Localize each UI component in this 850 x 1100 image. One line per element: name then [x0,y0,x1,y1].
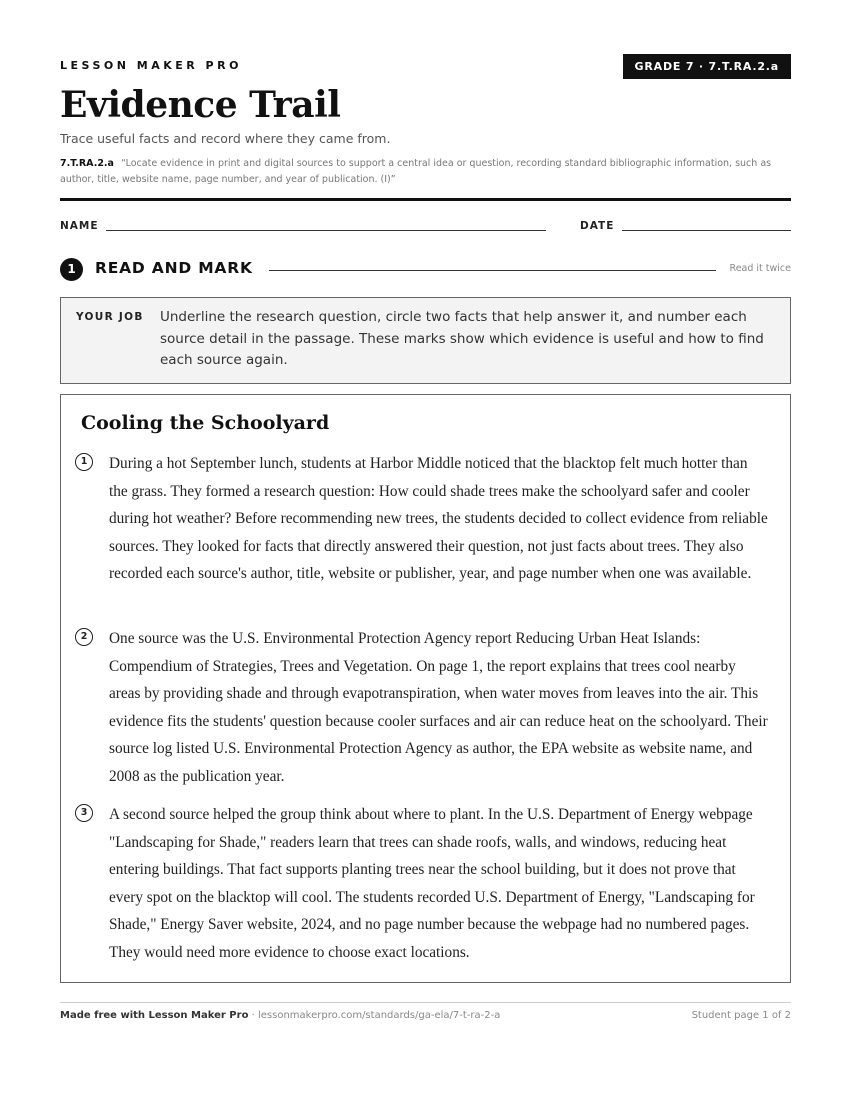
job-label: YOUR JOB [76,311,144,323]
brand-name: LESSON MAKER PRO [60,59,242,72]
job-instructions: Underline the research question, circle two facts that help answer it, and number each source detail in the passage. These marks show which evidence is useful and how to find each source again. [160,309,764,368]
footer-credit [60,1010,500,1021]
standard-code: 7.T.RA.2.a [60,158,114,169]
paragraph-number-badge: 1 [75,453,93,471]
footer-made-by: Made free with Lesson Maker Pro [60,1010,249,1021]
paragraph-number-badge: 2 [75,628,93,646]
worksheet-page [60,0,791,1100]
reading-passage [60,394,791,983]
date-field[interactable] [622,230,791,231]
standard-statement [60,156,791,188]
standard-text: “Locate evidence in print and digital sources to support a central idea or question, recording standard bibliographic information, such as author, title, website name, page number, and year of publication. (I)” [60,158,772,185]
page-subtitle: Trace useful facts and record where they came from. [60,131,391,146]
paragraph-text: A second source helped the group think about where to plant. In the U.S. Department of Energy webpage "Landscaping for Shade," readers learn that trees can shade roofs, walls, and windows, reducing heat entering buildings. That fact supports planting trees near the school building, but it does not prove that every spot on the blacktop will cool. The students recorded U.S. Department of Energy, "Landscaping for Shade," Energy Saver website, 2024, and no page number because the webpage had no numbered pages. They would need more evidence to choose exact locations. [109,806,755,961]
section-header [60,258,791,282]
footer-page-number: Student page 1 of 2 [691,1010,791,1021]
section-rule [269,270,716,271]
paragraph-text: During a hot September lunch, students at Harbor Middle noticed that the blacktop felt much hotter than the grass. They formed a research question: How could shade trees make the schoolyard safer and cooler during hot weather? Before recommending new trees, the students decided to collect evidence from reliable sources. They looked for facts that directly answered their question, not just facts about trees. They also recorded each source's author, title, website or publisher, year, and page number when one was available. [109,455,768,583]
footer-divider [60,1002,791,1003]
job-box [60,297,791,384]
paragraph-number-badge: 3 [75,804,93,822]
name-label: NAME [60,220,99,232]
paragraph-text: One source was the U.S. Environmental Protection Agency report Reducing Urban Heat Islands: Compendium of Strategies, Trees and Vegetation. On page 1, the report explains that trees cool nearby areas by providing shade and through evapotranspiration, when water moves from leaves into the air. This evidence fits the students' question because cooler surfaces and air can reduce heat on the schoolyard. Their source log listed U.S. Environmental Protection Agency as author, the EPA website as website name, and 2008 as the publication year. [109,630,768,785]
page-title: Evidence Trail [60,84,341,126]
passage-title: Cooling the Schoolyard [81,412,330,434]
top-bar [60,54,791,80]
section-title: READ AND MARK [95,259,253,277]
section-note: Read it twice [729,263,791,274]
footer-url: · lessonmakerpro.com/standards/ga-ela/7-t-ra-2-a [248,1010,501,1021]
section-number-badge: 1 [60,258,83,281]
header-divider [60,198,791,201]
grade-badge: GRADE 7 · 7.T.RA.2.a [623,54,791,79]
date-label: DATE [580,220,615,232]
name-field[interactable] [106,230,546,231]
